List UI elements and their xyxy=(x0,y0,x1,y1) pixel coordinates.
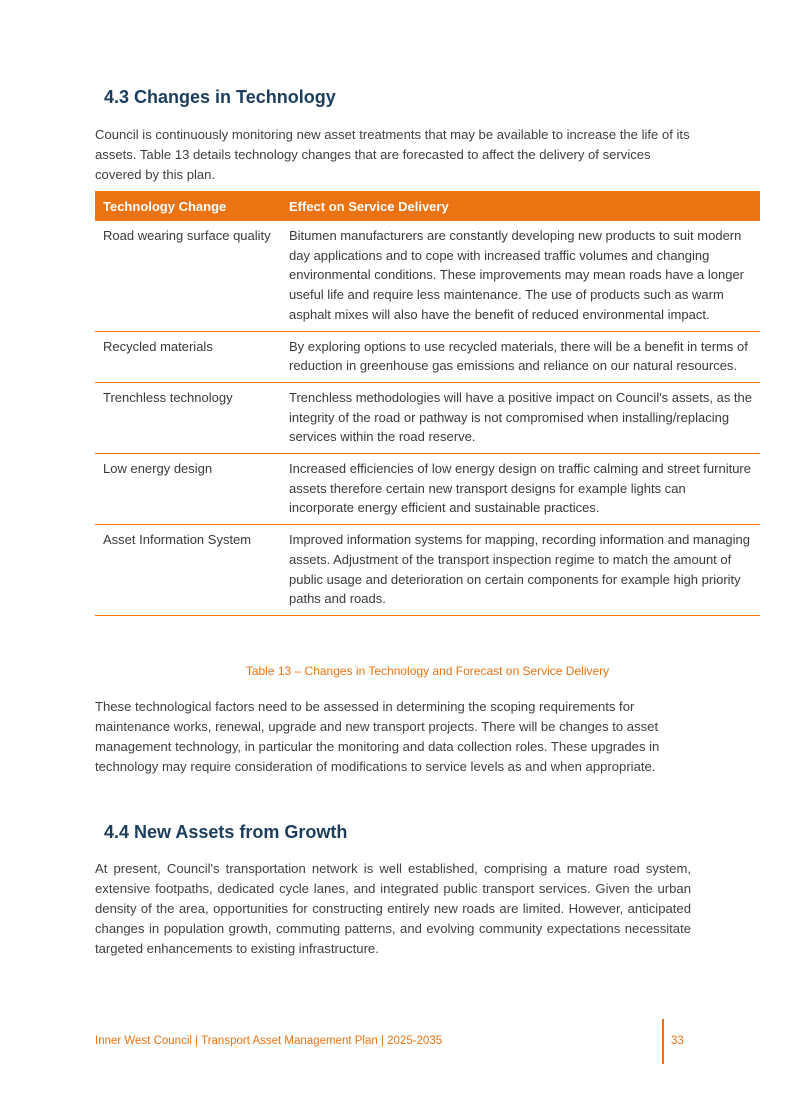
technology-change-cell: Road wearing surface quality xyxy=(95,221,281,331)
table-row xyxy=(95,525,760,616)
table-header-row xyxy=(95,191,760,221)
technology-changes-table xyxy=(95,191,760,616)
section-heading-changes-in-technology: 4.3 Changes in Technology xyxy=(104,87,336,107)
table-row xyxy=(95,331,760,382)
table-row xyxy=(95,454,760,525)
table-row xyxy=(95,382,760,453)
footer-divider xyxy=(662,1019,664,1064)
footer-text: Inner West Council | Transport Asset Management Plan | 2025-2035 xyxy=(95,1035,443,1047)
intro-paragraph: Council is continuously monitoring new asset treatments that may be available to increase the life of its assets. Table 13 details technology changes that are forecasted to affect the delivery of services covered by this plan. xyxy=(95,127,690,182)
column-header-effect-on-service-delivery: Effect on Service Delivery xyxy=(281,191,760,221)
effect-cell: Bitumen manufacturers are constantly developing new products to suit modern day applications and to cope with increased traffic volumes and changing environmental conditions. These improvements may mean roads have a longer useful life and require less maintenance. The use of products such as warm asphalt mixes will also have the benefit of reduced environmental impact. xyxy=(281,221,760,331)
page-number: 33 xyxy=(671,1035,684,1047)
column-header-technology-change: Technology Change xyxy=(95,191,281,221)
effect-cell: Increased efficiencies of low energy design on traffic calming and street furniture assets therefore certain new transport designs for example lights can incorporate energy efficient and sustainable practices. xyxy=(281,454,760,525)
technology-change-cell: Low energy design xyxy=(95,454,281,525)
technology-change-cell: Trenchless technology xyxy=(95,382,281,453)
table-row xyxy=(95,221,760,331)
table-caption: Table 13 – Changes in Technology and Forecast on Service Delivery xyxy=(245,664,610,678)
technology-change-cell: Recycled materials xyxy=(95,331,281,382)
effect-cell: By exploring options to use recycled materials, there will be a benefit in terms of reduction in greenhouse gas emissions and reliance on our natural resources. xyxy=(281,331,760,382)
technology-factors-paragraph: These technological factors need to be assessed in determining the scoping requirements for maintenance works, renewal, upgrade and new transport projects. There will be changes to asset management technology, in particular the monitoring and data collection roles. These upgrades in technology may require consideration of modifications to service levels as and when appropriate. xyxy=(95,699,660,774)
technology-change-cell: Asset Information System xyxy=(95,525,281,616)
growth-paragraph: At present, Council's transportation network is well established, comprising a mature road system, extensive footpaths, dedicated cycle lanes, and integrated public transport services. Given the urban density of the area, opportunities for constructing entirely new roads are limited. However, anticipated changes in population growth, commuting patterns, and evolving community expectations necessitate targeted enhancements to existing infrastructure. xyxy=(95,861,691,956)
effect-cell: Improved information systems for mapping, recording information and managing assets. Adjustment of the transport inspection regime to match the amount of public usage and deterioration on certain components for example high priority paths and roads. xyxy=(281,525,760,616)
effect-cell: Trenchless methodologies will have a positive impact on Council's assets, as the integrity of the road or pathway is not compromised when installing/replacing services within the road reserve. xyxy=(281,382,760,453)
section-heading-new-assets-from-growth: 4.4 New Assets from Growth xyxy=(104,822,348,842)
